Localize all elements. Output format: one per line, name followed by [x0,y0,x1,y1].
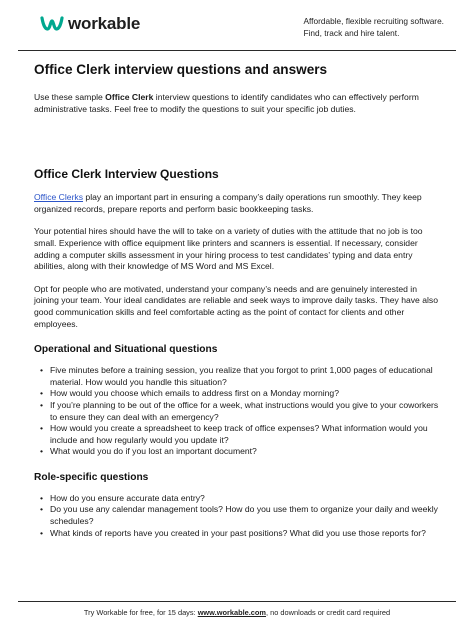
logo-wordmark: workable [68,14,141,33]
page-header [0,0,474,52]
list-item: • How would you create a spreadsheet to keep track of office expenses? What information would you include and how regularly would you update it? [50,423,444,446]
paragraph-role-description-text: play an important part in ensuring a company’s daily operations run smoothly. They keep organized records, prepare reports and perform basic bookkeeping tasks. [34,192,422,214]
list-item: • If you’re planning to be out of the office for a week, what instructions would you give to your coworkers to ensure they can deal with an emergency? [50,400,444,423]
list-item: • Five minutes before a training session, you realize that you forgot to print 1,000 pages of educational material. How would you handle this situation? [50,365,444,388]
document-body [34,62,444,539]
footer-divider [18,601,456,602]
list-item: • What would you do if you lost an important document? [50,446,444,458]
tagline-line-1: Affordable, flexible recruiting software. [303,16,444,26]
footer-workable-link[interactable]: www.workable.com [197,608,267,617]
header-divider [18,50,456,51]
section-title: Office Clerk Interview Questions [34,167,219,182]
operational-questions-list [34,365,444,458]
intro-text-end: interview questions to identify candidates who can effectively perform administrative tasks. Feel free to modify the questions to suit your specific job duties. [34,92,419,114]
paragraph-candidate-skills: Your potential hires should have the will to take on a variety of duties with the attitude that no job is too small. Experience with office equipment like printers and scanners is essential. If necessary, consider adding a computer skills assessment in your hiring process to test candidates’ typing and data entry abilities, along with their knowledge of MS Word and MS Excel. [34,226,423,272]
page-footer [0,608,474,617]
intro-paragraph [34,92,444,115]
workable-logo[interactable] [40,14,140,34]
operational-questions-heading: Operational and Situational questions [34,344,218,356]
list-item: • What kinds of reports have you created in your past positions? What did you use those reports for? [50,528,444,540]
role-specific-questions-heading: Role-specific questions [34,471,149,483]
footer-text-end: , no downloads or credit card required [266,608,391,617]
intro-text-start: Use these sample [34,92,106,102]
role-specific-questions-list [34,493,444,539]
paragraph-role-description [34,192,444,215]
workable-w-icon [40,15,64,33]
office-clerks-link[interactable]: Office Clerks [34,192,84,203]
footer-text-start: Try Workable for free, for 15 days: [83,608,198,617]
header-tagline [303,15,444,39]
paragraph-ideal-candidates: Opt for people who are motivated, understand your company’s needs and are genuinely interested in joining your team. Your ideal candidates are reliable and seek ways to improve daily tasks. They have also good communication skills and feel comfortable acting as the point of contact for clients and other employees. [34,283,438,329]
list-item: • How do you ensure accurate data entry? [50,493,444,505]
list-item: • Do you use any calendar management tools? How do you use them to organize your daily and weekly schedules? [50,504,444,527]
list-item: • How would you choose which emails to address first on a Monday morning? [50,388,444,400]
tagline-line-2: Find, track and hire talent. [303,28,400,38]
page-title: Office Clerk interview questions and answers [34,62,328,77]
intro-bold-role: Office Clerk [105,92,154,102]
